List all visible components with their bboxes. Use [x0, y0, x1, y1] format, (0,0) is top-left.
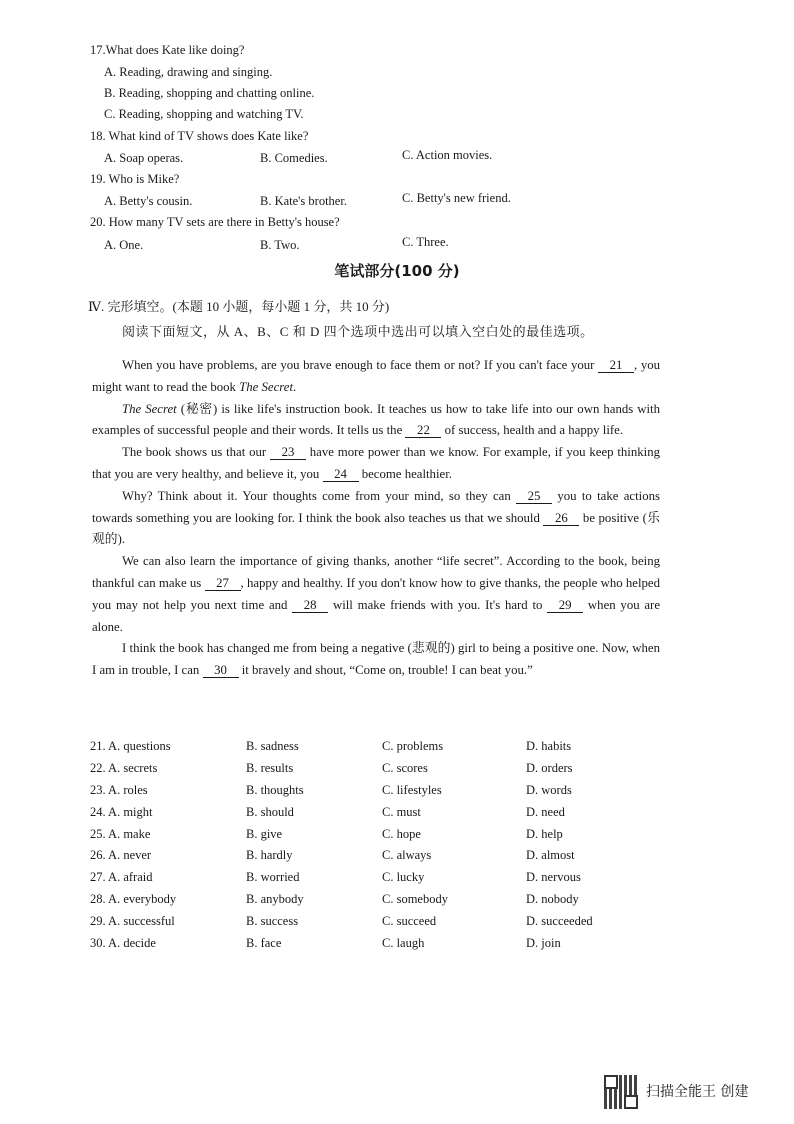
passage-text: Why? Think about it. Your thoughts come from your mind, so they can [122, 488, 517, 503]
option-21-a: 21. A. questions [90, 739, 171, 753]
option-26-b: B. hardly [246, 848, 293, 863]
options-row-22 [90, 760, 650, 782]
passage-text: you to take actions towards something you are looking for. I think the book also teaches us that we should [92, 488, 660, 525]
written-section-title: 笔试部分(100 分) [334, 262, 460, 280]
cloze-instruction: 阅读下面短文，从 A、B、C 和 D 四个选项中选出可以填入空白处的最佳选项。 [122, 324, 594, 339]
option-26-c: C. always [382, 848, 432, 863]
passage-text: I think the book has changed me from being a negative (悲观的) girl to being a positive one. Now, when I am in trouble, I can [92, 641, 660, 678]
option-22-a: 22. A. secrets [90, 760, 158, 775]
passage-text: When you have problems, are you brave enough to face them or not? If you can't face your [122, 358, 595, 372]
question-18-option-b: B. Comedies. [260, 151, 328, 165]
option-29-c: C. succeed [382, 914, 437, 929]
question-17-option-c: C. Reading, shopping and watching TV. [104, 107, 304, 121]
question-20-option-b: B. Two. [260, 238, 300, 252]
passage-text: . [293, 379, 297, 394]
option-26-d: D. almost [526, 848, 575, 863]
book-title: The Secret [122, 401, 177, 416]
passage-text: when you are alone. [92, 597, 661, 634]
blank-26: 26 [543, 511, 579, 526]
options-row-23 [90, 782, 650, 804]
option-23-c: C. lifestyles [382, 782, 442, 797]
option-30-b: B. face [246, 936, 282, 951]
option-27-a: 27. A. afraid [90, 870, 153, 885]
option-25-d: D. help [526, 826, 563, 841]
question-20-stem: 20. How many TV sets are there in Betty's house? [90, 215, 340, 229]
scanner-watermark [604, 1075, 748, 1109]
option-29-a: 29. A. successful [90, 914, 175, 929]
option-25-b: B. give [246, 826, 283, 841]
option-28-b: B. anybody [246, 892, 304, 907]
watermark-text: 扫描全能王 创建 [646, 1083, 749, 1100]
passage-text: will make friends with you. It's hard to [328, 597, 548, 612]
passage-paragraph-4 [92, 486, 660, 551]
passage-text: become healthier. [358, 466, 452, 481]
option-24-a: 24. A. might [90, 804, 153, 819]
options-row-30 [90, 935, 650, 957]
question-20-option-c: C. Three. [402, 235, 449, 249]
option-28-d: D. nobody [526, 892, 579, 907]
blank-29: 29 [547, 598, 583, 613]
passage-text: (秘密) is like life's instruction book. It teaches us how to take life into our own hands with examples of successful people and their words. It tells us the [92, 401, 660, 438]
option-28-a: 28. A. everybody [90, 892, 177, 907]
passage-text: of success, health and a happy life. [441, 423, 624, 438]
cloze-passage [92, 355, 660, 682]
options-row-24 [90, 804, 650, 826]
option-23-d: D. words [526, 782, 572, 797]
qr-code-icon [604, 1075, 638, 1109]
option-24-b: B. should [246, 804, 294, 819]
blank-22: 22 [405, 423, 441, 438]
option-21-d: D. habits [526, 739, 572, 753]
blank-21: 21 [598, 358, 634, 373]
blank-27: 27 [205, 576, 241, 591]
passage-text: it bravely and shout, “Come on, trouble! I can beat you.” [238, 663, 533, 678]
option-30-c: C. laugh [382, 936, 425, 951]
blank-28: 28 [292, 598, 328, 613]
question-19-option-b: B. Kate's brother. [260, 194, 347, 208]
blank-30: 30 [203, 663, 239, 678]
passage-paragraph-2 [92, 399, 660, 443]
option-21-b: B. sadness [246, 739, 299, 753]
passage-text: be positive (乐观的). [92, 510, 660, 547]
option-28-c: C. somebody [382, 892, 448, 907]
cloze-options-table [90, 738, 650, 957]
option-27-d: D. nervous [526, 870, 581, 885]
passage-paragraph-6 [92, 638, 660, 682]
question-18-stem: 18. What kind of TV shows does Kate like? [90, 129, 309, 143]
option-27-c: C. lucky [382, 870, 425, 885]
options-row-28 [90, 891, 650, 913]
options-row-21 [90, 738, 650, 760]
passage-text: The book shows us that our [122, 445, 270, 460]
option-22-b: B. results [246, 760, 294, 775]
blank-25: 25 [516, 489, 552, 504]
question-17-option-b: B. Reading, shopping and chatting online. [104, 86, 315, 100]
passage-paragraph-5 [92, 551, 660, 638]
option-25-c: C. hope [382, 826, 421, 841]
options-row-26 [90, 847, 650, 869]
option-24-c: C. must [382, 804, 421, 819]
passage-paragraph-3 [92, 442, 660, 486]
blank-23: 23 [270, 445, 306, 460]
question-19-option-a: A. Betty's cousin. [104, 194, 193, 208]
option-29-b: B. success [246, 914, 299, 929]
option-23-b: B. thoughts [246, 782, 304, 797]
option-25-a: 25. A. make [90, 826, 151, 841]
question-20-option-a: A. One. [104, 238, 144, 252]
option-30-d: D. join [526, 936, 561, 951]
book-title: The Secret [239, 379, 294, 394]
question-19-stem: 19. Who is Mike? [90, 172, 180, 186]
passage-text: , you might want to read the book [92, 358, 661, 394]
cloze-section-heading: Ⅳ. 完形填空。(本题 10 小题，每小题 1 分，共 10 分) [88, 299, 390, 314]
option-29-d: D. succeeded [526, 914, 593, 929]
question-18-option-c: C. Action movies. [402, 148, 493, 162]
options-row-27 [90, 869, 650, 891]
option-22-c: C. scores [382, 760, 428, 775]
question-18-option-a: A. Soap operas. [104, 151, 184, 165]
passage-paragraph-1 [92, 355, 660, 399]
option-27-b: B. worried [246, 870, 300, 885]
passage-text: We can also learn the importance of giving thanks, another “life secret”. According to the book, being thankful can make us [92, 554, 660, 590]
passage-text: , happy and healthy. If you don't know how to give thanks, the people who helped you may not help you next time and [92, 575, 660, 612]
option-24-d: D. need [526, 804, 565, 819]
option-22-d: D. orders [526, 760, 573, 775]
options-row-25 [90, 826, 650, 848]
options-row-29 [90, 913, 650, 935]
passage-text: have more power than we know. For example, if you keep thinking that you are very healthy, and believe it, you [92, 445, 660, 481]
option-30-a: 30. A. decide [90, 936, 156, 951]
question-19-option-c: C. Betty's new friend. [402, 191, 511, 205]
blank-24: 24 [323, 467, 359, 482]
option-26-a: 26. A. never [90, 848, 152, 863]
option-21-c: C. problems [382, 739, 444, 753]
option-23-a: 23. A. roles [90, 782, 148, 797]
question-17-stem: 17.What does Kate like doing? [90, 43, 245, 57]
question-17-option-a: A. Reading, drawing and singing. [104, 65, 273, 79]
